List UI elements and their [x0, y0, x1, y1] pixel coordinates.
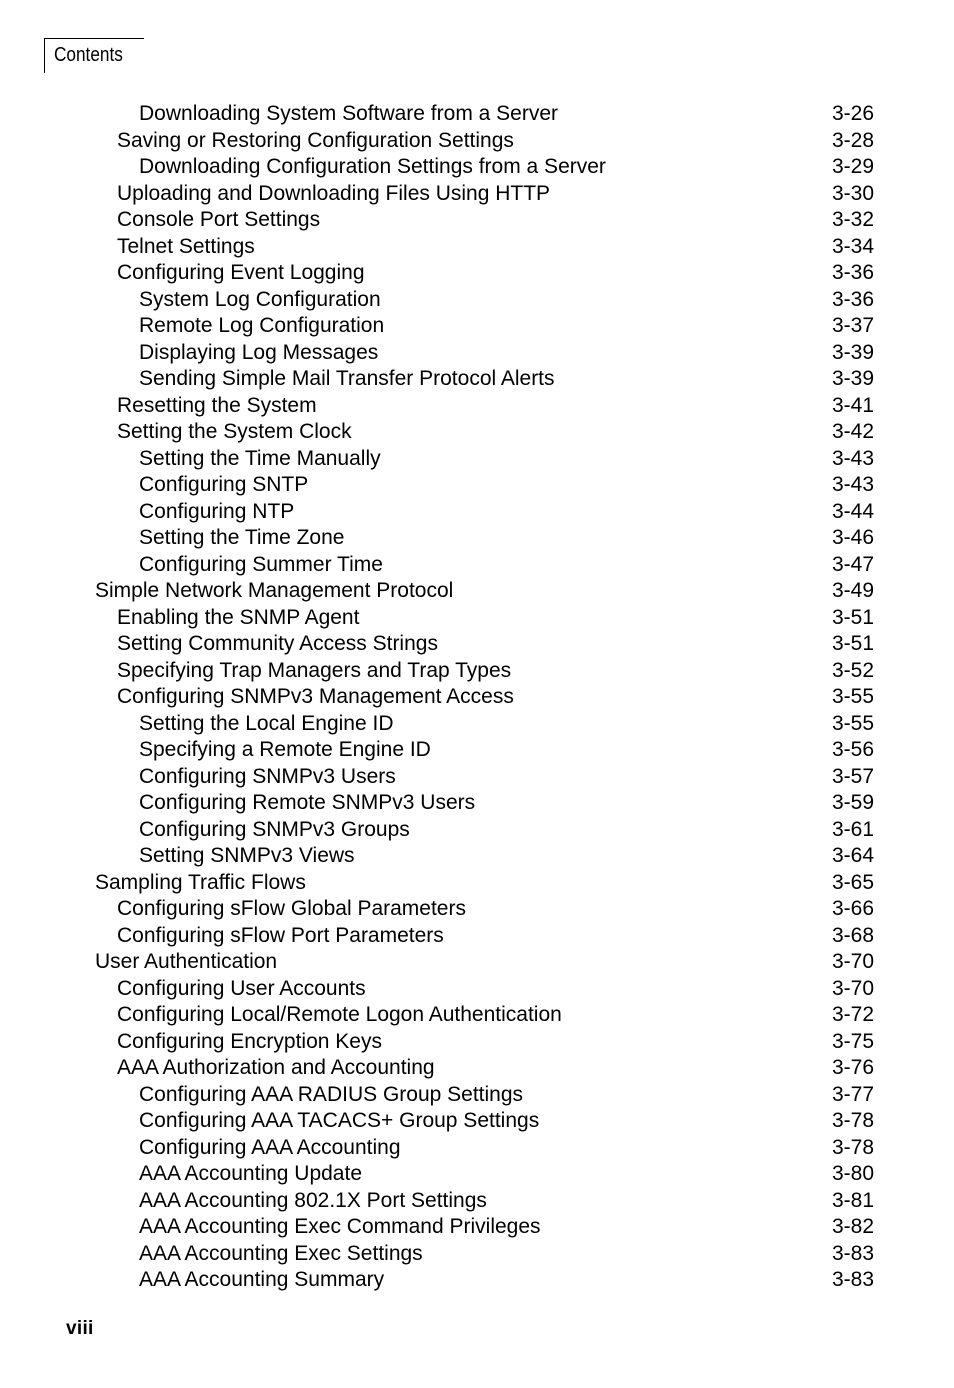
- toc-entry-title: Configuring Summer Time: [139, 552, 383, 576]
- toc-entry-title: Configuring sFlow Port Parameters: [117, 923, 444, 947]
- toc-entry-title: Configuring SNMPv3 Users: [139, 764, 396, 788]
- toc-entry[interactable]: [0, 419, 954, 446]
- toc-entry-page: 3-66: [831, 897, 874, 920]
- toc-entry-page: 3-43: [831, 446, 874, 470]
- toc-entry[interactable]: [0, 393, 954, 420]
- toc-entry[interactable]: [0, 1055, 954, 1082]
- toc-entry-page: 3-65: [831, 870, 874, 894]
- toc-entry-page: 3-80: [831, 1162, 874, 1185]
- toc-entry-title: Setting the Time Manually: [139, 446, 381, 470]
- toc-entry-page: 3-36: [831, 261, 874, 284]
- toc-entry-page: 3-26: [831, 102, 874, 125]
- toc-entry-page: 3-56: [831, 738, 874, 761]
- toc-entry-title: AAA Accounting Exec Command Privileges: [139, 1215, 541, 1238]
- toc-entry-title: AAA Authorization and Accounting: [117, 1056, 435, 1079]
- toc-entry[interactable]: [0, 260, 954, 287]
- toc-entry[interactable]: [0, 154, 954, 181]
- toc-entry-page: 3-34: [831, 234, 874, 258]
- toc-entry[interactable]: [0, 1241, 954, 1268]
- toc-entry-title: Configuring sFlow Global Parameters: [117, 897, 466, 920]
- toc-entry-title: Downloading System Software from a Server: [139, 102, 559, 125]
- toc-entry[interactable]: [0, 764, 954, 791]
- toc-entry[interactable]: [0, 128, 954, 155]
- toc-entry-page: 3-44: [831, 499, 874, 523]
- toc-entry-page: 3-28: [831, 128, 874, 152]
- toc-entry-page: 3-83: [831, 1241, 874, 1265]
- toc-entry[interactable]: [0, 234, 954, 261]
- toc-entry[interactable]: [0, 870, 954, 897]
- toc-entry-title: Resetting the System: [117, 393, 317, 417]
- toc-entry[interactable]: [0, 181, 954, 208]
- toc-entry-page: 3-46: [831, 526, 874, 549]
- toc-entry[interactable]: [0, 287, 954, 314]
- toc-entry[interactable]: [0, 631, 954, 658]
- toc-entry-title: Configuring Encryption Keys: [117, 1029, 382, 1053]
- toc-entry[interactable]: [0, 896, 954, 923]
- toc-entry-title: Setting the Time Zone: [139, 526, 345, 549]
- toc-entry[interactable]: [0, 340, 954, 367]
- toc-entry-title: Configuring SNTP: [139, 473, 309, 496]
- toc-entry[interactable]: [0, 976, 954, 1003]
- toc-entry[interactable]: [0, 446, 954, 473]
- toc-entry-page: 3-81: [831, 1188, 874, 1212]
- toc-entry-page: 3-64: [831, 844, 874, 867]
- toc-entry-page: 3-57: [831, 764, 874, 788]
- toc-entry-title: System Log Configuration: [139, 287, 381, 311]
- toc-entry-title: Displaying Log Messages: [139, 340, 379, 364]
- toc-entry[interactable]: [0, 207, 954, 234]
- toc-entry-title: Configuring SNMPv3 Management Access: [117, 685, 514, 708]
- toc-entry[interactable]: [0, 1135, 954, 1162]
- toc-entry-title: Simple Network Management Protocol: [95, 579, 454, 602]
- toc-entry-title: Configuring AAA Accounting: [139, 1135, 401, 1159]
- toc-entry[interactable]: [0, 472, 954, 499]
- toc-entry-title: Uploading and Downloading Files Using HTTP: [117, 181, 551, 205]
- toc-entry[interactable]: [0, 1214, 954, 1241]
- toc-entry-page: 3-76: [831, 1056, 874, 1079]
- toc-entry-title: Setting Community Access Strings: [117, 632, 438, 655]
- toc-entry[interactable]: [0, 1029, 954, 1056]
- toc-entry-title: Configuring User Accounts: [117, 976, 366, 1000]
- toc-entry-page: 3-55: [831, 685, 874, 708]
- toc-entry-title: Setting SNMPv3 Views: [139, 844, 355, 867]
- toc-entry-page: 3-78: [831, 1135, 874, 1159]
- toc-entry[interactable]: [0, 552, 954, 579]
- toc-entry-page: 3-75: [831, 1029, 874, 1053]
- toc-entry-page: 3-78: [831, 1109, 874, 1132]
- toc-entry-page: 3-59: [831, 791, 874, 814]
- toc-entry[interactable]: [0, 605, 954, 632]
- toc-entry[interactable]: [0, 578, 954, 605]
- toc-entry[interactable]: [0, 499, 954, 526]
- toc-entry-page: 3-70: [831, 976, 874, 1000]
- toc-entry[interactable]: [0, 1082, 954, 1109]
- toc-entry-page: 3-55: [831, 711, 874, 735]
- toc-entry-title: Remote Log Configuration: [139, 314, 385, 337]
- toc-entry-page: 3-82: [831, 1215, 874, 1238]
- page-number: viii: [66, 1318, 94, 1339]
- section-label: Contents: [54, 44, 123, 66]
- toc-entry-title: Configuring Remote SNMPv3 Users: [139, 791, 476, 814]
- toc-entry-title: AAA Accounting 802.1X Port Settings: [139, 1188, 487, 1212]
- toc-entry-page: 3-72: [831, 1003, 874, 1026]
- toc-entry-title: AAA Accounting Update: [139, 1162, 362, 1185]
- toc-entry-page: 3-29: [831, 155, 874, 178]
- table-of-contents: [0, 101, 954, 1294]
- toc-entry-page: 3-68: [831, 923, 874, 947]
- toc-entry-page: 3-36: [831, 287, 874, 311]
- toc-entry[interactable]: [0, 790, 954, 817]
- toc-entry-page: 3-52: [831, 658, 874, 682]
- toc-entry-page: 3-39: [831, 367, 874, 390]
- toc-entry-title: Console Port Settings: [117, 208, 321, 231]
- toc-entry[interactable]: [0, 1002, 954, 1029]
- toc-entry-title: Setting the Local Engine ID: [139, 711, 394, 735]
- toc-entry-title: Sampling Traffic Flows: [95, 870, 306, 894]
- toc-entry-page: 3-61: [831, 817, 874, 841]
- toc-entry[interactable]: [0, 366, 954, 393]
- toc-entry-title: Downloading Configuration Settings from a Server: [139, 155, 606, 178]
- toc-entry[interactable]: [0, 737, 954, 764]
- toc-entry-title: Configuring Event Logging: [117, 261, 365, 284]
- toc-entry-title: Configuring NTP: [139, 499, 295, 523]
- toc-entry[interactable]: [0, 101, 954, 128]
- toc-entry[interactable]: [0, 843, 954, 870]
- toc-entry[interactable]: [0, 949, 954, 976]
- toc-entry-title: AAA Accounting Summary: [139, 1268, 385, 1291]
- section-header-tab: [44, 38, 144, 73]
- toc-entry[interactable]: [0, 313, 954, 340]
- toc-entry[interactable]: [0, 1267, 954, 1294]
- toc-entry[interactable]: [0, 1161, 954, 1188]
- toc-entry-page: 3-37: [831, 314, 874, 337]
- toc-entry-title: Specifying Trap Managers and Trap Types: [117, 658, 512, 682]
- toc-entry[interactable]: [0, 525, 954, 552]
- toc-entry[interactable]: [0, 923, 954, 950]
- toc-entry-title: Configuring Local/Remote Logon Authentication: [117, 1003, 562, 1026]
- toc-entry-page: 3-43: [831, 473, 874, 496]
- toc-entry-page: 3-32: [831, 208, 874, 231]
- toc-entry[interactable]: [0, 684, 954, 711]
- toc-entry-page: 3-47: [831, 552, 874, 576]
- toc-entry-page: 3-83: [831, 1268, 874, 1291]
- toc-entry-page: 3-41: [831, 393, 874, 417]
- toc-entry-title: Configuring AAA RADIUS Group Settings: [139, 1082, 524, 1106]
- toc-entry-title: Saving or Restoring Configuration Settings: [117, 128, 514, 152]
- toc-entry-title: Configuring AAA TACACS+ Group Settings: [139, 1109, 540, 1132]
- toc-entry-page: 3-39: [831, 340, 874, 364]
- toc-entry-page: 3-51: [831, 605, 874, 629]
- toc-entry-title: Sending Simple Mail Transfer Protocol Alerts: [139, 367, 555, 390]
- toc-entry[interactable]: [0, 658, 954, 685]
- toc-entry-title: Specifying a Remote Engine ID: [139, 738, 431, 761]
- toc-entry-title: Telnet Settings: [117, 234, 255, 258]
- toc-entry-title: Setting the System Clock: [117, 420, 352, 443]
- toc-entry[interactable]: [0, 817, 954, 844]
- toc-entry-page: 3-49: [831, 579, 874, 602]
- toc-entry-page: 3-77: [831, 1082, 874, 1106]
- toc-entry[interactable]: [0, 1108, 954, 1135]
- toc-entry[interactable]: [0, 1188, 954, 1215]
- toc-entry-title: Configuring SNMPv3 Groups: [139, 817, 410, 841]
- toc-entry-title: AAA Accounting Exec Settings: [139, 1241, 423, 1265]
- toc-entry[interactable]: [0, 711, 954, 738]
- toc-entry-page: 3-70: [831, 950, 874, 973]
- toc-entry-page: 3-30: [831, 181, 874, 205]
- toc-entry-page: 3-51: [831, 632, 874, 655]
- toc-entry-title: Enabling the SNMP Agent: [117, 605, 360, 629]
- toc-entry-page: 3-42: [831, 420, 874, 443]
- toc-entry-title: User Authentication: [95, 950, 278, 973]
